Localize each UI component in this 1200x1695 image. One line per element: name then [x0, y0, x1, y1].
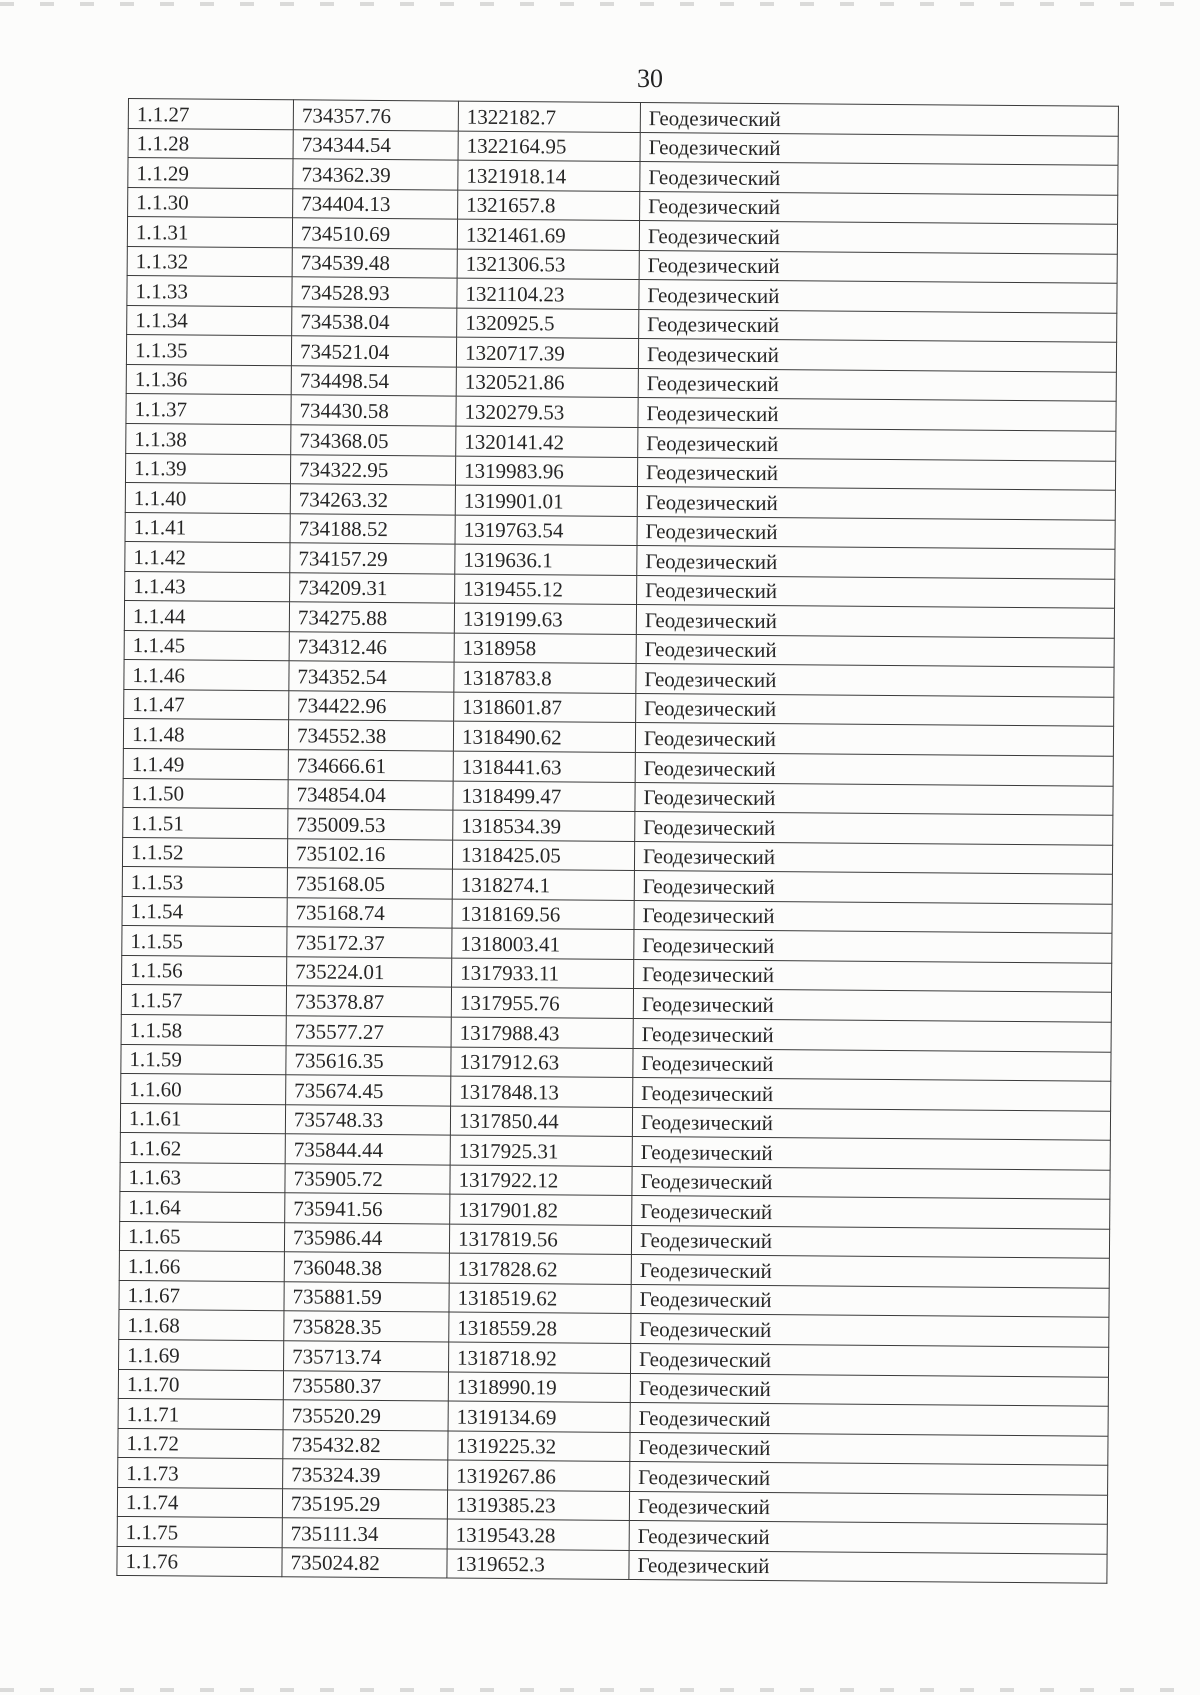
point-number-cell: 1.1.69	[119, 1339, 284, 1370]
x-coordinate-cell: 734404.13	[293, 188, 458, 219]
x-coordinate-cell: 735172.37	[287, 927, 452, 958]
point-number-cell: 1.1.74	[117, 1487, 282, 1518]
point-number-cell: 1.1.75	[117, 1517, 282, 1548]
x-coordinate-cell: 734422.96	[289, 691, 454, 722]
method-cell: Геодезический	[630, 1462, 1108, 1495]
point-number-cell: 1.1.58	[121, 1014, 286, 1045]
y-coordinate-cell: 1317850.44	[450, 1106, 632, 1137]
method-cell: Геодезический	[636, 634, 1114, 667]
x-coordinate-cell: 735674.45	[286, 1075, 451, 1106]
y-coordinate-cell: 1317933.11	[452, 958, 634, 989]
point-number-cell: 1.1.57	[121, 985, 286, 1016]
x-coordinate-cell: 734322.95	[290, 454, 455, 485]
point-number-cell: 1.1.63	[120, 1162, 285, 1193]
x-coordinate-cell: 736048.38	[284, 1252, 449, 1283]
point-number-cell: 1.1.36	[126, 364, 291, 395]
x-coordinate-cell: 735024.82	[282, 1548, 447, 1579]
x-coordinate-cell: 734498.54	[291, 366, 456, 397]
y-coordinate-cell: 1317901.82	[450, 1194, 632, 1225]
y-coordinate-cell: 1318425.05	[452, 840, 634, 871]
y-coordinate-cell: 1318499.47	[453, 781, 635, 812]
x-coordinate-cell: 734209.31	[290, 573, 455, 604]
y-coordinate-cell: 1318958	[454, 633, 636, 664]
x-coordinate-cell: 734552.38	[288, 720, 453, 751]
point-number-cell: 1.1.44	[124, 601, 289, 632]
y-coordinate-cell: 1317922.12	[450, 1165, 632, 1196]
coordinates-table	[116, 98, 1119, 1584]
point-number-cell: 1.1.51	[123, 808, 288, 839]
x-coordinate-cell: 734528.93	[292, 277, 457, 308]
point-number-cell: 1.1.53	[122, 867, 287, 898]
x-coordinate-cell: 735168.05	[287, 868, 452, 899]
method-cell: Геодезический	[630, 1432, 1108, 1465]
method-cell: Геодезический	[637, 546, 1115, 579]
x-coordinate-cell: 735577.27	[286, 1016, 451, 1047]
y-coordinate-cell: 1318169.56	[452, 899, 634, 930]
x-coordinate-cell: 735324.39	[283, 1459, 448, 1490]
y-coordinate-cell: 1319901.01	[455, 485, 637, 516]
method-cell: Геодезический	[640, 191, 1118, 224]
y-coordinate-cell: 1320279.53	[456, 397, 638, 428]
point-number-cell: 1.1.48	[123, 719, 288, 750]
method-cell: Геодезический	[632, 1137, 1110, 1170]
coordinates-table-container	[116, 98, 1118, 1584]
method-cell: Геодезический	[635, 723, 1113, 756]
method-cell: Геодезический	[636, 693, 1114, 726]
method-cell: Геодезический	[634, 900, 1112, 933]
point-number-cell: 1.1.66	[119, 1251, 284, 1282]
y-coordinate-cell: 1318601.87	[454, 692, 636, 723]
x-coordinate-cell: 735195.29	[282, 1488, 447, 1519]
point-number-cell: 1.1.52	[122, 837, 287, 868]
point-number-cell: 1.1.28	[128, 128, 293, 159]
method-cell: Геодезический	[633, 1078, 1111, 1111]
method-cell: Геодезический	[634, 930, 1112, 963]
method-cell: Геодезический	[633, 989, 1111, 1022]
y-coordinate-cell: 1320717.39	[456, 337, 638, 368]
y-coordinate-cell: 1317955.76	[451, 987, 633, 1018]
x-coordinate-cell: 735224.01	[287, 957, 452, 988]
method-cell: Геодезический	[631, 1343, 1109, 1376]
point-number-cell: 1.1.65	[119, 1221, 284, 1252]
point-number-cell: 1.1.47	[124, 689, 289, 720]
point-number-cell: 1.1.62	[120, 1133, 285, 1164]
method-cell: Геодезический	[639, 309, 1117, 342]
method-cell: Геодезический	[638, 398, 1116, 431]
point-number-cell: 1.1.55	[122, 926, 287, 957]
x-coordinate-cell: 734368.05	[291, 425, 456, 456]
x-coordinate-cell: 735580.37	[283, 1370, 448, 1401]
y-coordinate-cell: 1322164.95	[458, 131, 640, 162]
y-coordinate-cell: 1321306.53	[457, 249, 639, 280]
x-coordinate-cell: 734275.88	[289, 602, 454, 633]
y-coordinate-cell: 1317848.13	[451, 1076, 633, 1107]
method-cell: Геодезический	[634, 959, 1112, 992]
y-coordinate-cell: 1317828.62	[449, 1253, 631, 1284]
point-number-cell: 1.1.73	[118, 1458, 283, 1489]
method-cell: Геодезический	[640, 103, 1118, 136]
point-number-cell: 1.1.50	[123, 778, 288, 809]
point-number-cell: 1.1.54	[122, 896, 287, 927]
y-coordinate-cell: 1319652.3	[447, 1549, 629, 1580]
method-cell: Геодезический	[640, 132, 1118, 165]
y-coordinate-cell: 1319267.86	[448, 1460, 630, 1491]
x-coordinate-cell: 734357.76	[293, 100, 458, 131]
x-coordinate-cell: 735881.59	[284, 1282, 449, 1313]
point-number-cell: 1.1.42	[125, 542, 290, 573]
x-coordinate-cell: 735432.82	[283, 1429, 448, 1460]
x-coordinate-cell: 734312.46	[289, 632, 454, 663]
x-coordinate-cell: 734157.29	[290, 543, 455, 574]
y-coordinate-cell: 1319763.54	[455, 515, 637, 546]
method-cell: Геодезический	[639, 221, 1117, 254]
y-coordinate-cell: 1319134.69	[448, 1401, 630, 1432]
x-coordinate-cell: 735844.44	[285, 1134, 450, 1165]
x-coordinate-cell: 734854.04	[288, 779, 453, 810]
method-cell: Геодезический	[637, 457, 1115, 490]
method-cell: Геодезический	[630, 1403, 1108, 1436]
x-coordinate-cell: 734538.04	[292, 307, 457, 338]
x-coordinate-cell: 735520.29	[283, 1400, 448, 1431]
method-cell: Геодезический	[634, 871, 1112, 904]
method-cell: Геодезический	[629, 1521, 1107, 1554]
y-coordinate-cell: 1319636.1	[455, 544, 637, 575]
method-cell: Геодезический	[630, 1373, 1108, 1406]
x-coordinate-cell: 735111.34	[282, 1518, 447, 1549]
y-coordinate-cell: 1318519.62	[449, 1283, 631, 1314]
y-coordinate-cell: 1319385.23	[447, 1490, 629, 1521]
point-number-cell: 1.1.59	[121, 1044, 286, 1075]
method-cell: Геодезический	[637, 516, 1115, 549]
point-number-cell: 1.1.30	[128, 187, 293, 218]
x-coordinate-cell: 734344.54	[293, 129, 458, 160]
y-coordinate-cell: 1317912.63	[451, 1047, 633, 1078]
y-coordinate-cell: 1319983.96	[455, 456, 637, 487]
page-number: 30	[637, 64, 663, 93]
point-number-cell: 1.1.41	[125, 512, 290, 543]
point-number-cell: 1.1.29	[128, 158, 293, 189]
x-coordinate-cell: 735616.35	[286, 1045, 451, 1076]
x-coordinate-cell: 735941.56	[285, 1193, 450, 1224]
method-cell: Геодезический	[635, 753, 1113, 786]
x-coordinate-cell: 735986.44	[284, 1223, 449, 1254]
method-cell: Геодезический	[638, 368, 1116, 401]
y-coordinate-cell: 1319543.28	[447, 1519, 629, 1550]
x-coordinate-cell: 735009.53	[288, 809, 453, 840]
method-cell: Геодезический	[635, 782, 1113, 815]
y-coordinate-cell: 1318534.39	[453, 810, 635, 841]
point-number-cell: 1.1.72	[118, 1428, 283, 1459]
x-coordinate-cell: 735378.87	[286, 986, 451, 1017]
y-coordinate-cell: 1318559.28	[449, 1312, 631, 1343]
method-cell: Геодезический	[631, 1225, 1109, 1258]
method-cell: Геодезический	[635, 812, 1113, 845]
point-number-cell: 1.1.38	[126, 424, 291, 455]
point-number-cell: 1.1.60	[121, 1074, 286, 1105]
y-coordinate-cell: 1322182.7	[458, 101, 640, 132]
x-coordinate-cell: 734263.32	[290, 484, 455, 515]
point-number-cell: 1.1.56	[122, 955, 287, 986]
method-cell: Геодезический	[631, 1284, 1109, 1317]
x-coordinate-cell: 735748.33	[285, 1104, 450, 1135]
method-cell: Геодезический	[631, 1255, 1109, 1288]
method-cell: Геодезический	[632, 1196, 1110, 1229]
method-cell: Геодезический	[629, 1550, 1107, 1583]
point-number-cell: 1.1.64	[120, 1192, 285, 1223]
point-number-cell: 1.1.34	[127, 305, 292, 336]
method-cell: Геодезический	[633, 1018, 1111, 1051]
y-coordinate-cell: 1321918.14	[458, 160, 640, 191]
y-coordinate-cell: 1317925.31	[450, 1135, 632, 1166]
method-cell: Геодезический	[636, 664, 1114, 697]
point-number-cell: 1.1.70	[118, 1369, 283, 1400]
method-cell: Геодезический	[636, 605, 1114, 638]
point-number-cell: 1.1.27	[128, 99, 293, 130]
y-coordinate-cell: 1319199.63	[454, 603, 636, 634]
y-coordinate-cell: 1321461.69	[457, 219, 639, 250]
coordinates-table-body	[117, 99, 1119, 1584]
x-coordinate-cell: 735168.74	[287, 898, 452, 929]
x-coordinate-cell: 734510.69	[292, 218, 457, 249]
y-coordinate-cell: 1317819.56	[449, 1224, 631, 1255]
method-cell: Геодезический	[639, 280, 1117, 313]
method-cell: Геодезический	[632, 1166, 1110, 1199]
y-coordinate-cell: 1320141.42	[456, 426, 638, 457]
method-cell: Геодезический	[638, 339, 1116, 372]
method-cell: Геодезический	[638, 428, 1116, 461]
x-coordinate-cell: 734352.54	[289, 661, 454, 692]
y-coordinate-cell: 1318990.19	[448, 1372, 630, 1403]
y-coordinate-cell: 1318274.1	[452, 869, 634, 900]
x-coordinate-cell: 735828.35	[284, 1311, 449, 1342]
y-coordinate-cell: 1321657.8	[458, 190, 640, 221]
method-cell: Геодезический	[629, 1491, 1107, 1524]
point-number-cell: 1.1.31	[127, 217, 292, 248]
y-coordinate-cell: 1319225.32	[448, 1431, 630, 1462]
x-coordinate-cell: 734521.04	[291, 336, 456, 367]
x-coordinate-cell: 734430.58	[291, 395, 456, 426]
point-number-cell: 1.1.71	[118, 1399, 283, 1430]
scan-edge-bottom	[0, 1688, 1200, 1692]
method-cell: Геодезический	[640, 162, 1118, 195]
point-number-cell: 1.1.68	[119, 1310, 284, 1341]
x-coordinate-cell: 735102.16	[287, 838, 452, 869]
method-cell: Геодезический	[637, 487, 1115, 520]
x-coordinate-cell: 734539.48	[292, 248, 457, 279]
point-number-cell: 1.1.43	[125, 571, 290, 602]
point-number-cell: 1.1.61	[120, 1103, 285, 1134]
x-coordinate-cell: 734188.52	[290, 513, 455, 544]
point-number-cell: 1.1.49	[123, 749, 288, 780]
y-coordinate-cell: 1321104.23	[457, 278, 639, 309]
y-coordinate-cell: 1318718.92	[449, 1342, 631, 1373]
y-coordinate-cell: 1320521.86	[456, 367, 638, 398]
y-coordinate-cell: 1318003.41	[452, 928, 634, 959]
y-coordinate-cell: 1320925.5	[457, 308, 639, 339]
x-coordinate-cell: 735713.74	[284, 1341, 449, 1372]
method-cell: Геодезический	[637, 575, 1115, 608]
y-coordinate-cell: 1319455.12	[455, 574, 637, 605]
method-cell: Геодезический	[634, 841, 1112, 874]
point-number-cell: 1.1.35	[126, 335, 291, 366]
x-coordinate-cell: 735905.72	[285, 1163, 450, 1194]
point-number-cell: 1.1.32	[127, 246, 292, 277]
point-number-cell: 1.1.39	[125, 453, 290, 484]
point-number-cell: 1.1.40	[125, 483, 290, 514]
point-number-cell: 1.1.46	[124, 660, 289, 691]
method-cell: Геодезический	[632, 1107, 1110, 1140]
method-cell: Геодезический	[631, 1314, 1109, 1347]
point-number-cell: 1.1.33	[127, 276, 292, 307]
method-cell: Геодезический	[639, 250, 1117, 283]
scan-edge-top	[0, 2, 1200, 6]
method-cell: Геодезический	[633, 1048, 1111, 1081]
x-coordinate-cell: 734362.39	[293, 159, 458, 190]
y-coordinate-cell: 1318441.63	[453, 751, 635, 782]
y-coordinate-cell: 1318490.62	[453, 722, 635, 753]
x-coordinate-cell: 734666.61	[288, 750, 453, 781]
point-number-cell: 1.1.76	[117, 1546, 282, 1577]
point-number-cell: 1.1.37	[126, 394, 291, 425]
point-number-cell: 1.1.67	[119, 1280, 284, 1311]
point-number-cell: 1.1.45	[124, 630, 289, 661]
y-coordinate-cell: 1317988.43	[451, 1017, 633, 1048]
y-coordinate-cell: 1318783.8	[454, 662, 636, 693]
